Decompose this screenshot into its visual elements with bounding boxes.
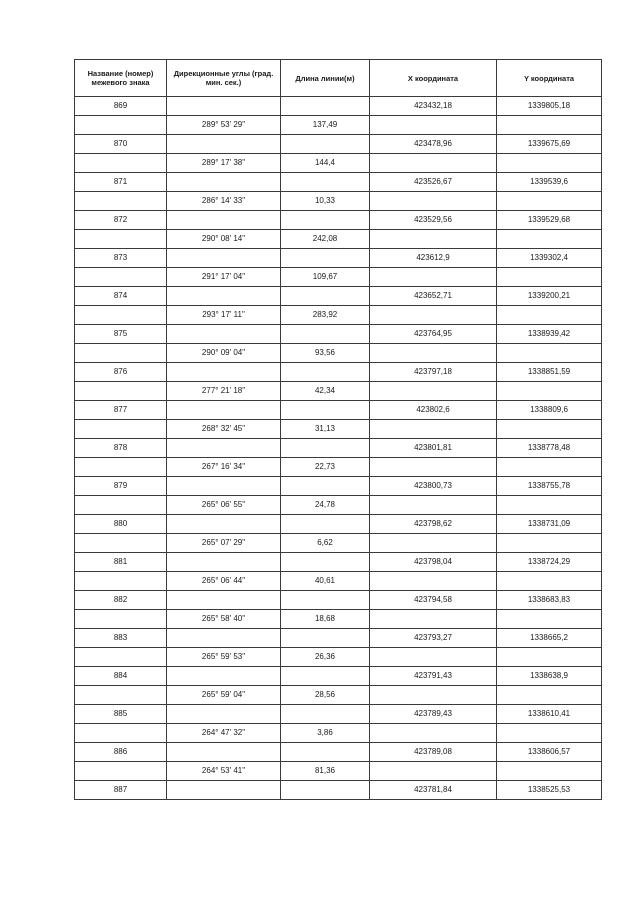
empty-length-cell: [281, 705, 370, 724]
empty-length-cell: [281, 667, 370, 686]
x-coordinate-cell: 423781,84: [370, 781, 497, 800]
empty-x-cell: [370, 268, 497, 287]
empty-angle-cell: [167, 249, 281, 268]
line-length-cell: 42,34: [281, 382, 370, 401]
direction-angle-cell: 290° 08' 14": [167, 230, 281, 249]
table-row-point: [75, 743, 602, 762]
table-row-point: [75, 287, 602, 306]
table-row-segment: [75, 648, 602, 667]
empty-name-cell: [75, 762, 167, 781]
table-row-segment: [75, 686, 602, 705]
empty-x-cell: [370, 534, 497, 553]
table-row-point: [75, 249, 602, 268]
direction-angle-cell: 277° 21' 18": [167, 382, 281, 401]
empty-angle-cell: [167, 477, 281, 496]
table-body: [75, 97, 602, 800]
table-row-segment: [75, 762, 602, 781]
empty-name-cell: [75, 230, 167, 249]
header-row: [75, 60, 602, 97]
point-name-cell: 879: [75, 477, 167, 496]
point-name-cell: 871: [75, 173, 167, 192]
empty-name-cell: [75, 686, 167, 705]
point-name-cell: 869: [75, 97, 167, 116]
empty-length-cell: [281, 97, 370, 116]
empty-length-cell: [281, 629, 370, 648]
empty-name-cell: [75, 420, 167, 439]
empty-y-cell: [497, 116, 602, 135]
table-row-segment: [75, 534, 602, 553]
empty-name-cell: [75, 192, 167, 211]
y-coordinate-cell: 1338939,42: [497, 325, 602, 344]
point-name-cell: 881: [75, 553, 167, 572]
empty-y-cell: [497, 192, 602, 211]
x-coordinate-cell: 423794,58: [370, 591, 497, 610]
empty-angle-cell: [167, 287, 281, 306]
line-length-cell: 18,68: [281, 610, 370, 629]
direction-angle-cell: 265° 59' 04": [167, 686, 281, 705]
direction-angle-cell: 265° 58' 40": [167, 610, 281, 629]
y-coordinate-cell: 1338683,83: [497, 591, 602, 610]
empty-length-cell: [281, 211, 370, 230]
x-coordinate-cell: 423797,18: [370, 363, 497, 382]
x-coordinate-cell: 423789,43: [370, 705, 497, 724]
empty-x-cell: [370, 648, 497, 667]
point-name-cell: 887: [75, 781, 167, 800]
empty-y-cell: [497, 648, 602, 667]
table-row-point: [75, 401, 602, 420]
table-row-segment: [75, 382, 602, 401]
table-row-segment: [75, 192, 602, 211]
table-row-segment: [75, 116, 602, 135]
empty-name-cell: [75, 344, 167, 363]
table-row-segment: [75, 230, 602, 249]
y-coordinate-cell: 1339539,6: [497, 173, 602, 192]
y-coordinate-cell: 1338724,29: [497, 553, 602, 572]
x-coordinate-cell: 423612,9: [370, 249, 497, 268]
empty-y-cell: [497, 154, 602, 173]
table-row-point: [75, 629, 602, 648]
point-name-cell: 877: [75, 401, 167, 420]
y-coordinate-cell: 1338606,57: [497, 743, 602, 762]
empty-x-cell: [370, 344, 497, 363]
empty-x-cell: [370, 230, 497, 249]
header-line-length: Длина линии(м): [281, 60, 370, 97]
header-point-name: Название (номер) межевого знака: [75, 60, 167, 97]
table-row-point: [75, 325, 602, 344]
empty-length-cell: [281, 591, 370, 610]
table-row-segment: [75, 610, 602, 629]
empty-y-cell: [497, 382, 602, 401]
x-coordinate-cell: 423764,95: [370, 325, 497, 344]
table-row-point: [75, 97, 602, 116]
empty-name-cell: [75, 306, 167, 325]
header-x-coordinate: X координата: [370, 60, 497, 97]
empty-x-cell: [370, 306, 497, 325]
point-name-cell: 872: [75, 211, 167, 230]
empty-x-cell: [370, 610, 497, 629]
y-coordinate-cell: 1338525,53: [497, 781, 602, 800]
empty-angle-cell: [167, 705, 281, 724]
y-coordinate-cell: 1339200,21: [497, 287, 602, 306]
table-row-point: [75, 667, 602, 686]
survey-table: [74, 59, 602, 800]
y-coordinate-cell: 1338731,09: [497, 515, 602, 534]
empty-angle-cell: [167, 135, 281, 154]
empty-angle-cell: [167, 363, 281, 382]
empty-name-cell: [75, 116, 167, 135]
table-row-point: [75, 591, 602, 610]
x-coordinate-cell: 423798,62: [370, 515, 497, 534]
empty-y-cell: [497, 344, 602, 363]
line-length-cell: 93,56: [281, 344, 370, 363]
point-name-cell: 883: [75, 629, 167, 648]
table-row-segment: [75, 724, 602, 743]
x-coordinate-cell: 423793,27: [370, 629, 497, 648]
table-row-segment: [75, 496, 602, 515]
table-row-segment: [75, 420, 602, 439]
empty-length-cell: [281, 401, 370, 420]
x-coordinate-cell: 423432,18: [370, 97, 497, 116]
empty-y-cell: [497, 306, 602, 325]
direction-angle-cell: 265° 06' 55": [167, 496, 281, 515]
line-length-cell: 10,33: [281, 192, 370, 211]
empty-angle-cell: [167, 173, 281, 192]
empty-angle-cell: [167, 667, 281, 686]
direction-angle-cell: 268° 32' 45": [167, 420, 281, 439]
x-coordinate-cell: 423529,56: [370, 211, 497, 230]
x-coordinate-cell: 423798,04: [370, 553, 497, 572]
empty-name-cell: [75, 610, 167, 629]
direction-angle-cell: 264° 47' 32": [167, 724, 281, 743]
empty-name-cell: [75, 724, 167, 743]
direction-angle-cell: 291° 17' 04": [167, 268, 281, 287]
direction-angle-cell: 265° 07' 29": [167, 534, 281, 553]
x-coordinate-cell: 423652,71: [370, 287, 497, 306]
empty-angle-cell: [167, 439, 281, 458]
y-coordinate-cell: 1338809,6: [497, 401, 602, 420]
line-length-cell: 137,49: [281, 116, 370, 135]
table-row-point: [75, 553, 602, 572]
line-length-cell: 40,61: [281, 572, 370, 591]
empty-length-cell: [281, 553, 370, 572]
point-name-cell: 885: [75, 705, 167, 724]
empty-name-cell: [75, 154, 167, 173]
empty-length-cell: [281, 743, 370, 762]
table-row-segment: [75, 154, 602, 173]
empty-y-cell: [497, 610, 602, 629]
empty-x-cell: [370, 496, 497, 515]
y-coordinate-cell: 1339675,69: [497, 135, 602, 154]
empty-angle-cell: [167, 629, 281, 648]
empty-angle-cell: [167, 325, 281, 344]
table-row-segment: [75, 268, 602, 287]
point-name-cell: 884: [75, 667, 167, 686]
point-name-cell: 882: [75, 591, 167, 610]
empty-y-cell: [497, 572, 602, 591]
table-row-segment: [75, 572, 602, 591]
y-coordinate-cell: 1338778,48: [497, 439, 602, 458]
table-row-point: [75, 135, 602, 154]
direction-angle-cell: 290° 09' 04": [167, 344, 281, 363]
empty-length-cell: [281, 477, 370, 496]
empty-x-cell: [370, 420, 497, 439]
point-name-cell: 874: [75, 287, 167, 306]
header-direction-angle: Дирекционные углы (град. мин. сек.): [167, 60, 281, 97]
y-coordinate-cell: 1338851,59: [497, 363, 602, 382]
empty-x-cell: [370, 572, 497, 591]
point-name-cell: 878: [75, 439, 167, 458]
empty-name-cell: [75, 648, 167, 667]
direction-angle-cell: 265° 06' 44": [167, 572, 281, 591]
empty-length-cell: [281, 439, 370, 458]
x-coordinate-cell: 423791,43: [370, 667, 497, 686]
table-row-point: [75, 439, 602, 458]
header-y-coordinate: Y координата: [497, 60, 602, 97]
table-row-point: [75, 477, 602, 496]
line-length-cell: 81,36: [281, 762, 370, 781]
table-row-point: [75, 705, 602, 724]
empty-length-cell: [281, 135, 370, 154]
empty-y-cell: [497, 420, 602, 439]
line-length-cell: 31,13: [281, 420, 370, 439]
point-name-cell: 875: [75, 325, 167, 344]
empty-x-cell: [370, 762, 497, 781]
line-length-cell: 3,86: [281, 724, 370, 743]
point-name-cell: 873: [75, 249, 167, 268]
line-length-cell: 24,78: [281, 496, 370, 515]
empty-y-cell: [497, 496, 602, 515]
direction-angle-cell: 265° 59' 53": [167, 648, 281, 667]
line-length-cell: 283,92: [281, 306, 370, 325]
table-row-point: [75, 515, 602, 534]
table-row-point: [75, 781, 602, 800]
empty-angle-cell: [167, 401, 281, 420]
empty-y-cell: [497, 762, 602, 781]
empty-x-cell: [370, 686, 497, 705]
direction-angle-cell: 267° 16' 34": [167, 458, 281, 477]
empty-x-cell: [370, 382, 497, 401]
point-name-cell: 886: [75, 743, 167, 762]
table-row-segment: [75, 306, 602, 325]
table-row-point: [75, 173, 602, 192]
table-row-segment: [75, 458, 602, 477]
x-coordinate-cell: 423526,67: [370, 173, 497, 192]
line-length-cell: 242,08: [281, 230, 370, 249]
empty-angle-cell: [167, 211, 281, 230]
y-coordinate-cell: 1338610,41: [497, 705, 602, 724]
direction-angle-cell: 264° 53' 41": [167, 762, 281, 781]
y-coordinate-cell: 1338755,78: [497, 477, 602, 496]
empty-x-cell: [370, 724, 497, 743]
empty-length-cell: [281, 363, 370, 382]
empty-length-cell: [281, 781, 370, 800]
y-coordinate-cell: 1339302,4: [497, 249, 602, 268]
empty-name-cell: [75, 496, 167, 515]
line-length-cell: 26,36: [281, 648, 370, 667]
x-coordinate-cell: 423789,08: [370, 743, 497, 762]
point-name-cell: 870: [75, 135, 167, 154]
y-coordinate-cell: 1338665,2: [497, 629, 602, 648]
empty-name-cell: [75, 382, 167, 401]
empty-name-cell: [75, 534, 167, 553]
direction-angle-cell: 289° 17' 38": [167, 154, 281, 173]
line-length-cell: 109,67: [281, 268, 370, 287]
table-row-point: [75, 211, 602, 230]
x-coordinate-cell: 423802,6: [370, 401, 497, 420]
direction-angle-cell: 293° 17' 11": [167, 306, 281, 325]
empty-length-cell: [281, 249, 370, 268]
empty-length-cell: [281, 173, 370, 192]
empty-y-cell: [497, 686, 602, 705]
line-length-cell: 6,62: [281, 534, 370, 553]
point-name-cell: 876: [75, 363, 167, 382]
empty-length-cell: [281, 325, 370, 344]
x-coordinate-cell: 423478,96: [370, 135, 497, 154]
empty-angle-cell: [167, 553, 281, 572]
empty-length-cell: [281, 515, 370, 534]
empty-name-cell: [75, 268, 167, 287]
empty-x-cell: [370, 116, 497, 135]
line-length-cell: 22,73: [281, 458, 370, 477]
empty-x-cell: [370, 458, 497, 477]
empty-name-cell: [75, 572, 167, 591]
line-length-cell: 28,56: [281, 686, 370, 705]
y-coordinate-cell: 1339805,18: [497, 97, 602, 116]
empty-angle-cell: [167, 781, 281, 800]
empty-length-cell: [281, 287, 370, 306]
empty-y-cell: [497, 534, 602, 553]
empty-angle-cell: [167, 743, 281, 762]
direction-angle-cell: 286° 14' 33": [167, 192, 281, 211]
empty-angle-cell: [167, 97, 281, 116]
empty-y-cell: [497, 268, 602, 287]
empty-name-cell: [75, 458, 167, 477]
y-coordinate-cell: 1338638,9: [497, 667, 602, 686]
x-coordinate-cell: 423801,81: [370, 439, 497, 458]
empty-y-cell: [497, 458, 602, 477]
y-coordinate-cell: 1339529,68: [497, 211, 602, 230]
line-length-cell: 144,4: [281, 154, 370, 173]
x-coordinate-cell: 423800,73: [370, 477, 497, 496]
empty-angle-cell: [167, 515, 281, 534]
empty-y-cell: [497, 724, 602, 743]
table-row-segment: [75, 344, 602, 363]
point-name-cell: 880: [75, 515, 167, 534]
empty-angle-cell: [167, 591, 281, 610]
empty-x-cell: [370, 154, 497, 173]
direction-angle-cell: 289° 53' 29": [167, 116, 281, 135]
table-row-point: [75, 363, 602, 382]
empty-x-cell: [370, 192, 497, 211]
empty-y-cell: [497, 230, 602, 249]
